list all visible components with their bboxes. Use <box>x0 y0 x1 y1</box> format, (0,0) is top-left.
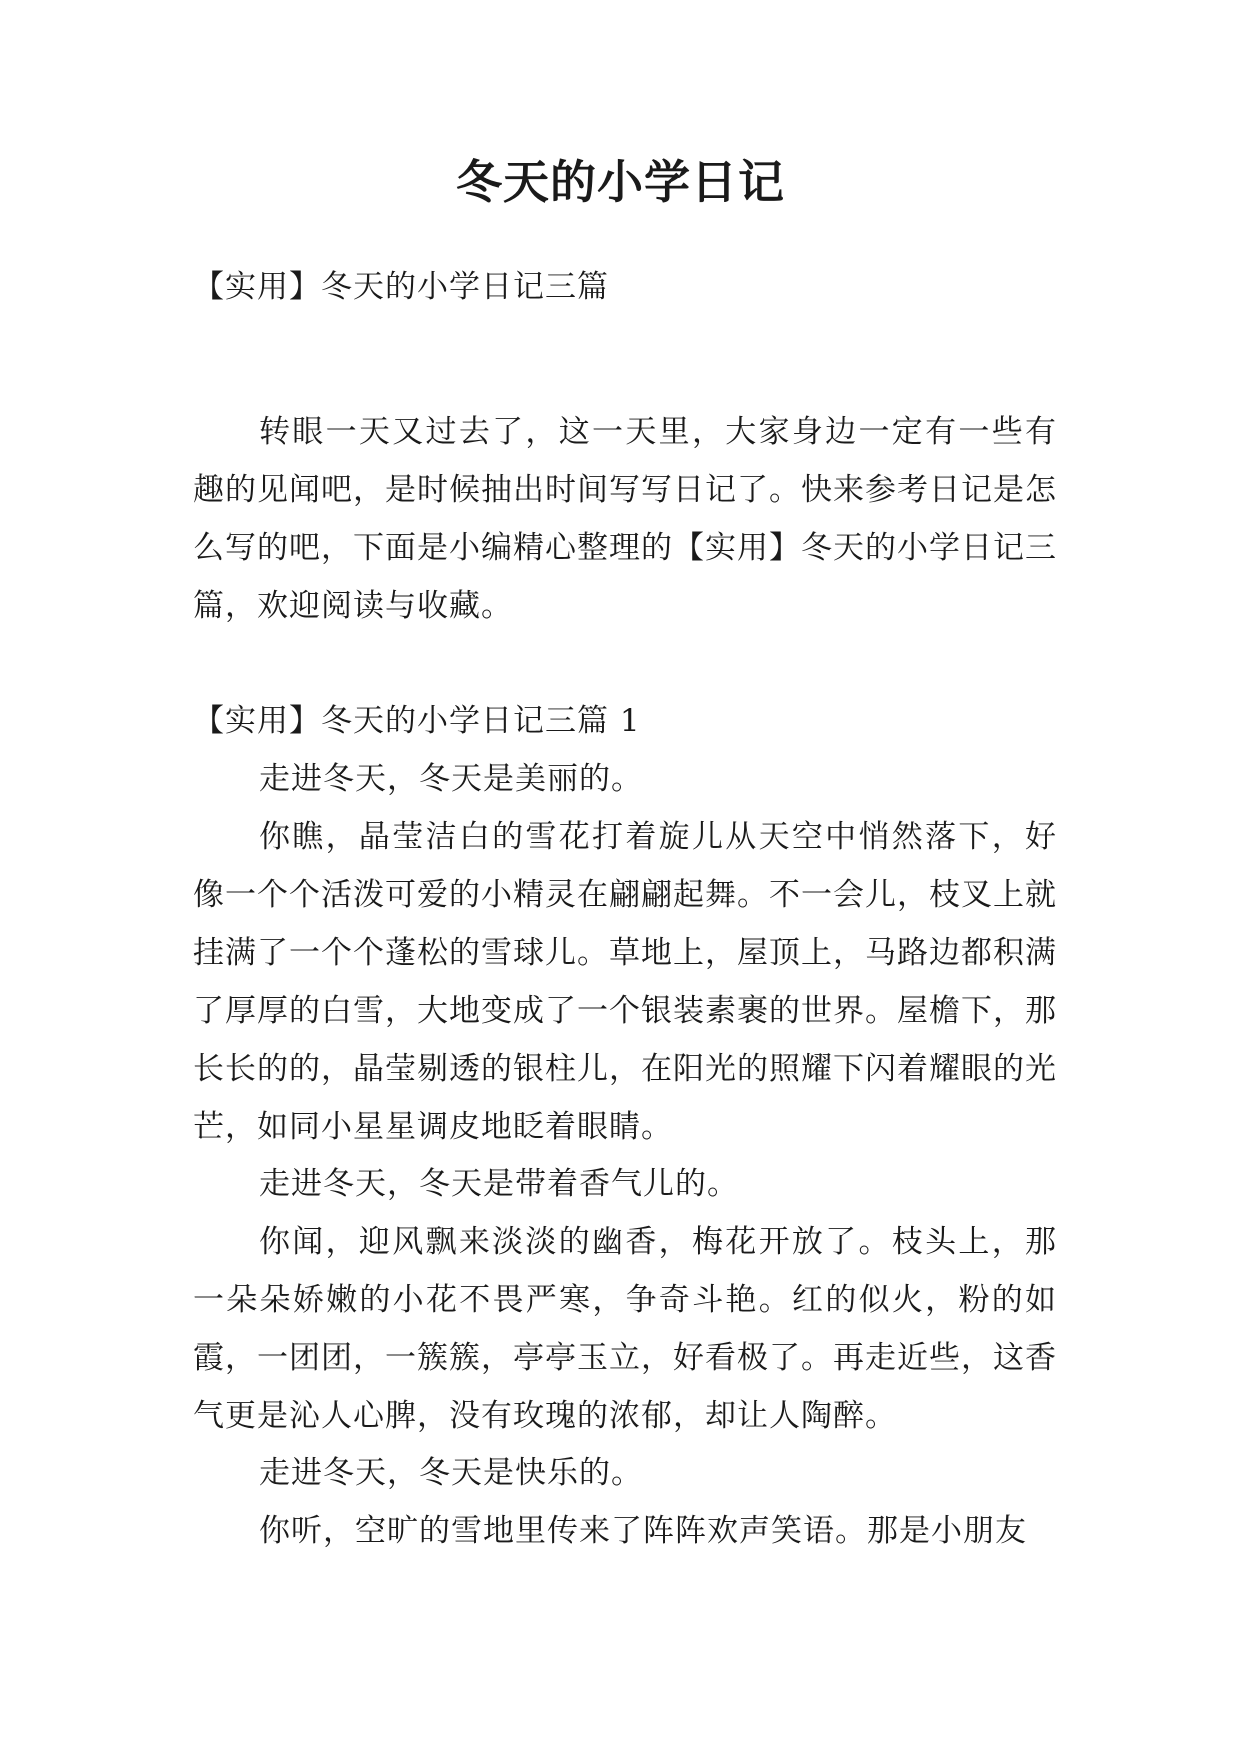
section-1-paragraph-1: 走进冬天，冬天是美丽的。 <box>259 761 643 797</box>
intro-paragraph: 转眼一天又过去了，这一天里，大家身边一定有一些有趣的见闻吧，是时候抽出时间写写日记了。快来参考日记是怎么写的吧，下面是小编精心整理的【实用】冬天的小学日记三篇，欢迎阅读与收藏。 <box>193 414 1057 624</box>
document-title: 冬天的小学日记 <box>456 155 785 209</box>
section-1-paragraph-2: 你瞧，晶莹洁白的雪花打着旋儿从天空中悄然落下，好像一个个活泼可爱的小精灵在翩翩起舞。不一会儿，枝叉上就挂满了一个个蓬松的雪球儿。草地上，屋顶上，马路边都积满了厚厚的白雪，大地变成了一个银装素裹的世界。屋檐下，那长长的的，晶莹剔透的银柱儿，在阳光的照耀下闪着耀眼的光芒，如同小星星调皮地眨着眼睛。 <box>193 819 1057 1145</box>
section-1-paragraph-4: 你闻，迎风飘来淡淡的幽香，梅花开放了。枝头上，那一朵朵娇嫩的小花不畏严寒，争奇斗艳。红的似火，粉的如霞，一团团，一簇簇，亭亭玉立，好看极了。再走近些，这香气更是沁人心脾，没有玫瑰的浓郁，却让人陶醉。 <box>193 1224 1057 1434</box>
section-1-paragraph-5: 走进冬天，冬天是快乐的。 <box>259 1455 643 1491</box>
section-1-heading: 【实用】冬天的小学日记三篇 1 <box>193 703 641 739</box>
document-subtitle: 【实用】冬天的小学日记三篇 <box>193 269 609 305</box>
section-1-paragraph-3: 走进冬天，冬天是带着香气儿的。 <box>259 1166 739 1202</box>
section-1-paragraph-6: 你听，空旷的雪地里传来了阵阵欢声笑语。那是小朋友 <box>259 1513 1027 1549</box>
